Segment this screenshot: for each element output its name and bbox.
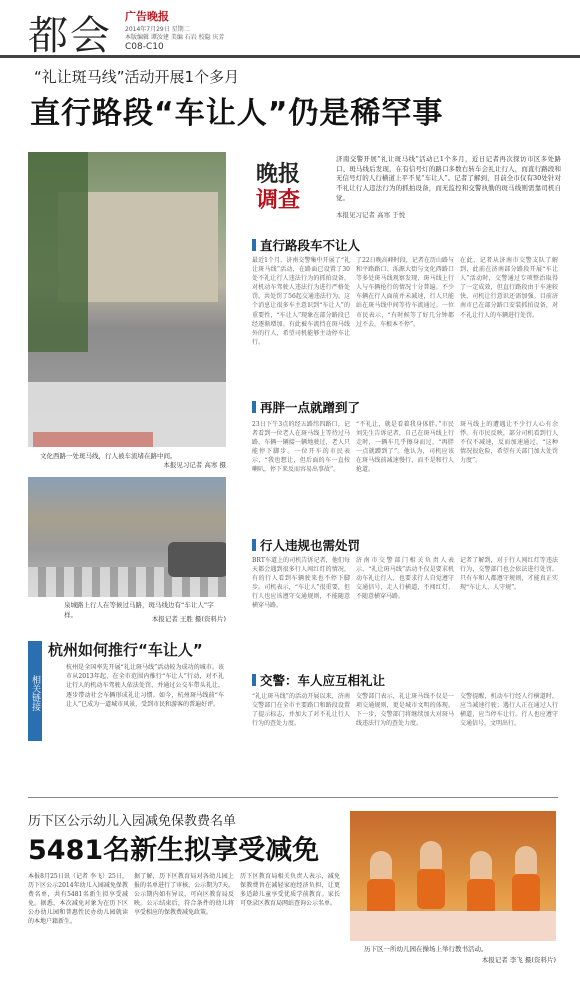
story-divider (28, 797, 558, 798)
article-column: “礼让斑马线”的活动开展以来，济南交警部门在全市主要路口和路段设置了提示标志，并加大了对不礼让行人行为的查处力度。 (252, 693, 350, 728)
lead-paragraph: 济南交警开展“礼让斑马线”活动已1个多月，近日记者再次探访市区多处路口、斑马线后发现，在有信号灯的路口多数右转车会礼让行人，而直行路段和无信号灯的人行横道上平不见“车让人”。记者了解到，目前全市仅有30处针对不礼让行人违法行为的抓拍设备，而无监控和交警执勤的斑马线则需靠司机自觉。 (336, 155, 561, 202)
byline: 本报见习记者 高寒 于悦 (336, 211, 406, 219)
second-kicker: 历下区公示幼儿入园减免保教费名单 (28, 814, 237, 829)
photo3-caption: 历下区一所幼儿园在操场上举行教书活动。 (364, 945, 488, 953)
photo1-credit: 本报见习记者 高寒 摄 (163, 461, 226, 469)
kindergarten-photo (350, 811, 556, 941)
section-title: 都会 (28, 13, 112, 59)
pedestrians-waiting-photo (28, 477, 226, 597)
article-column: 交警提醒，机动车行经人行横道时，应当减速行驶；遇行人正在通过人行横道，应当停车让行。行人也应遵守交通信号，文明出行。 (460, 693, 558, 728)
photo-child-shirt (417, 869, 445, 909)
photo2-caption: 泉城路上行人在等候过马路，斑马线边有“车让人”字样。 (64, 601, 214, 619)
article-column: 本报8月25日讯（记者 李飞）25日，历下区公示2014年幼儿入园减免保教费名单，共有5481名新生拟享受减免。据悉，本次减免对象为在历下区公办幼儿园和普惠性民办幼儿园就读的本地户籍新生。 (28, 873, 128, 926)
article-column: “不礼让，就是看着我身体胖。”市民刘先生告诉记者，自己在斑马线上行走时，一辆车几乎擦身而过，“再胖一点就蹭到了”。他认为，司机应该在斑马线前减速慢行，而不是和行人抢道。 (356, 421, 454, 474)
article-column: 历下区教育局相关负责人表示，减免保教费旨在减轻家庭经济负担，让更多适龄儿童享受优质学前教育。家长可登录区教育局网站查询公示名单。 (240, 873, 340, 908)
photo-child (515, 846, 537, 876)
photo3-credit: 本报记者 李飞 摄(资料片) (481, 956, 556, 964)
editors-line: 本版编辑 谭汝建 美编 石岩 校隐 庆芳 (125, 34, 225, 41)
second-headline: 5481名新生拟享受减免 (28, 835, 320, 866)
date-line: 2014年7月29日 星期二 (125, 26, 190, 33)
photo-child (420, 841, 442, 871)
article-column: 据了解，历下区教育局对各幼儿园上报的名单进行了审核，公示期为7天。公示期内如有异议，可向区教育局反映。公示结束后，符合条件的幼儿将享受相应的保教费减免政策。 (134, 873, 234, 917)
heading-marker (252, 674, 256, 686)
photo2-credit: 本报记者 王胜 摄(资料片) (151, 615, 226, 623)
photo-table (350, 911, 556, 941)
photo-tree (28, 152, 88, 352)
heading-marker (252, 539, 256, 551)
section-heading: 再胖一点就蹭到了 (252, 398, 360, 416)
photo-child-shirt (512, 874, 540, 914)
brand-top: 晚报 (256, 162, 301, 187)
article-column: BRT车道上的司机告诉记者，他们每天都会遇到很多行人闯红灯的情况，有的行人看到车辆驶来也不停下脚步。司机表示，“车让人”很重要，但行人也应该遵守交通规则，不能随意横穿马路。 (252, 557, 350, 610)
article-column: 最近1个月，济南交警集中开展了“礼让斑马线”活动，在路面已设置了30处不礼让行人违法行为的抓拍设备，对机动车驾驶人违法行为进行严格处罚，共处罚了56起交通违法行为。这个消息让很多车主意识到“车让人”的重要性，“车让人”现象在部分路段已经逐渐增加。有此被车流挡在斑马线外的行人，希望司机能够主动停车让行。 (252, 257, 350, 346)
related-link-box (28, 631, 226, 781)
article-column: 交警部门表示，礼让斑马线不仅是一项交通规则，更是城市文明的体现。下一步，交警部门将继续加大对斑马线违法行为的查处力度。 (356, 693, 454, 728)
related-text: 杭州是全国率先开展“礼让斑马线”活动较为成功的城市。该市从2013年起，在全市范围内推行“车让人”行动，对不礼让行人的机动车驾驶人依法处罚，并通过公交车带头礼让，逐步带动社会车辆形成礼让习惯。如今，杭州斑马线前“车让人”已成为一道城市风景，受到市民和游客的普遍好评。 (66, 664, 224, 708)
article-column: 记者了解到，对于行人闯红灯等违法行为，交警部门也会依法进行处罚。只有车和人都遵守规则，才能真正实现“车让人、人守规”。 (460, 557, 558, 592)
heading-marker (252, 239, 256, 251)
section-heading: 行人违规也需处罚 (252, 536, 360, 554)
paper-logo: 广告晚报 (125, 10, 169, 23)
photo-car (33, 432, 153, 447)
article-column: 斑马线上的遭遇让不少行人心有余悸。有市民反映，部分司机看到行人不仅不减速，反而加速通过，“这种情况很危险，希望有关部门加大处罚力度”。 (460, 421, 558, 465)
section-heading: 直行路段车不让人 (252, 236, 360, 254)
photo-child (470, 851, 492, 881)
main-kicker: “礼让斑马线”活动开展1个多月 (34, 68, 240, 86)
article-column: 23日下午3点的经五路纬四路口，记者看到一位老人在斑马线上等待过马路，车辆一辆接一辆地驶过，老人只能停下脚步。一位开车的市民表示，“我也想让，但后面的车一直按喇叭，停下来反而容易出事故”。 (252, 421, 350, 474)
brand-bottom: 调查 (256, 188, 301, 213)
page-numbers: C08-C10 (125, 42, 164, 52)
article-column: 济南市交警部门相关负责人表示，“礼让斑马线”活动不仅是要求机动车礼让行人，也要求行人自觉遵守交通信号，走人行横道，不闯红灯、不随意横穿马路。 (356, 557, 454, 601)
main-headline: 直行路段“车让人”仍是稀罕事 (30, 96, 444, 131)
masthead (0, 0, 580, 58)
heading-marker (252, 401, 256, 413)
photo-child (370, 851, 392, 881)
section-heading: 交警：车人应互相礼让 (252, 671, 385, 689)
street-crosswalk-photo (28, 152, 226, 447)
investigation-brand (256, 157, 316, 213)
related-title: 杭州如何推行“车让人” (48, 641, 203, 659)
article-column: 在此，记者从济南市交警支队了解到，此前在济南部分路段开展“车让人”活动时，交警通过专项整治取得了一定成效，但直行路段由于车速较快，司机让行意识还需加强。目前济南市已在部分路口安装抓拍设备，对不礼让行人的车辆进行处罚。 (460, 257, 558, 319)
related-tag: 相关链接 (28, 641, 42, 741)
photo1-caption: 文化西路一处斑马线，行人被车流堵在路中间。 (40, 452, 177, 460)
photo-car (168, 542, 226, 577)
article-column: 了22日晚高峰时段，记者在历山路与和平路路口、泺源大街与文化西路口等多处斑马线观察发现，斑马线上行人与车辆抢行的情况十分普遍。不少车辆在行人面前并未减速，行人只能站在斑马线中间等待车流通过。一位市民表示，“有时候等了好几分钟都过不去，车根本不停”。 (356, 257, 454, 328)
